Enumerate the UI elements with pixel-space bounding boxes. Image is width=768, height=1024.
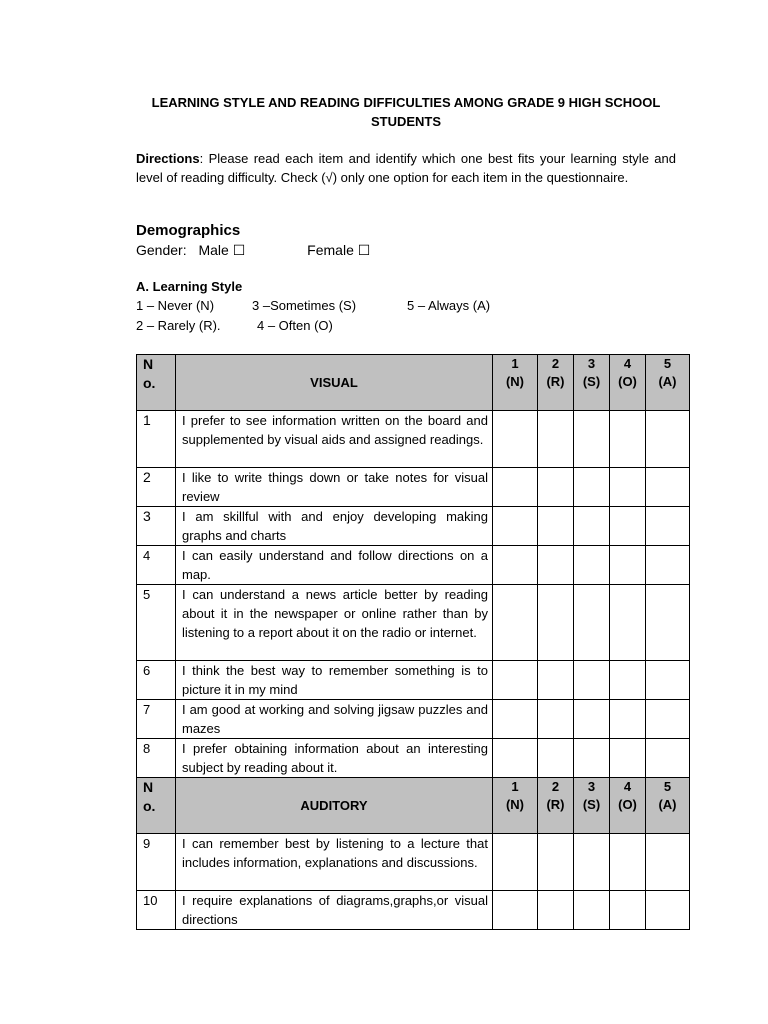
rating-checkbox-cell[interactable] bbox=[646, 891, 690, 930]
scale-header-code: (S) bbox=[582, 374, 601, 389]
item-statement: I can understand a news article better by reading about it in the newspaper or online rather than by listening to a report about it on the radio or internet. bbox=[176, 585, 493, 661]
item-number: 8 bbox=[137, 739, 176, 778]
table-row bbox=[137, 891, 690, 930]
directions-paragraph bbox=[136, 149, 676, 187]
gender-row bbox=[136, 242, 370, 259]
item-number: 10 bbox=[137, 891, 176, 930]
item-number: 9 bbox=[137, 834, 176, 891]
scale-header-code: (N) bbox=[505, 797, 525, 812]
scale-column-header bbox=[646, 355, 690, 411]
rating-checkbox-cell[interactable] bbox=[493, 585, 538, 661]
rating-checkbox-cell[interactable] bbox=[646, 468, 690, 507]
rating-checkbox-cell[interactable] bbox=[646, 507, 690, 546]
item-statement: I am good at working and solving jigsaw puzzles and mazes bbox=[176, 700, 493, 739]
category-header: VISUAL bbox=[176, 355, 493, 411]
item-statement: I like to write things down or take notes for visual review bbox=[176, 468, 493, 507]
rating-checkbox-cell[interactable] bbox=[574, 700, 610, 739]
rating-checkbox-cell[interactable] bbox=[493, 468, 538, 507]
item-statement: I require explanations of diagrams,graphs,or visual directions bbox=[176, 891, 493, 930]
scale-often: 4 – Often (O) bbox=[257, 318, 333, 333]
rating-checkbox-cell[interactable] bbox=[610, 661, 646, 700]
rating-checkbox-cell[interactable] bbox=[646, 585, 690, 661]
item-statement: I prefer obtaining information about an interesting subject by reading about it. bbox=[176, 739, 493, 778]
scale-header-number: 1 bbox=[511, 779, 519, 794]
table-row bbox=[137, 834, 690, 891]
rating-checkbox-cell[interactable] bbox=[574, 834, 610, 891]
scale-header-number: 5 bbox=[663, 356, 672, 371]
scale-header-number: 3 bbox=[587, 356, 596, 371]
rating-checkbox-cell[interactable] bbox=[646, 700, 690, 739]
document-title: LEARNING STYLE AND READING DIFFICULTIES AMONG GRADE 9 HIGH SCHOOL STUDENTS bbox=[151, 95, 661, 129]
learning-style-heading: A. Learning Style bbox=[136, 279, 243, 294]
female-checkbox-option[interactable]: Female ☐ bbox=[307, 242, 371, 258]
scale-header-code: (N) bbox=[505, 374, 525, 389]
scale-header-number: 5 bbox=[663, 779, 672, 794]
table-header-row bbox=[137, 355, 690, 411]
scale-column-header bbox=[574, 778, 610, 834]
scale-column-header bbox=[610, 355, 646, 411]
rating-checkbox-cell[interactable] bbox=[610, 468, 646, 507]
rating-checkbox-cell[interactable] bbox=[574, 661, 610, 700]
rating-checkbox-cell[interactable] bbox=[646, 834, 690, 891]
directions-text: : Please read each item and identify which one best fits your learning style and level of reading difficulty. Check (√) only one option for each item in the questionnaire. bbox=[136, 151, 676, 185]
rating-checkbox-cell[interactable] bbox=[574, 739, 610, 778]
rating-checkbox-cell[interactable] bbox=[574, 546, 610, 585]
rating-checkbox-cell[interactable] bbox=[538, 739, 574, 778]
item-statement: I think the best way to remember something is to picture it in my mind bbox=[176, 661, 493, 700]
scale-rarely: 2 – Rarely (R). bbox=[136, 318, 221, 333]
rating-checkbox-cell[interactable] bbox=[538, 468, 574, 507]
learning-style-table bbox=[136, 354, 690, 930]
rating-checkbox-cell[interactable] bbox=[610, 507, 646, 546]
gender-label: Gender: bbox=[136, 242, 187, 258]
item-number: 2 bbox=[137, 468, 176, 507]
scale-header-code: (A) bbox=[658, 374, 677, 389]
rating-checkbox-cell[interactable] bbox=[538, 661, 574, 700]
rating-checkbox-cell[interactable] bbox=[610, 585, 646, 661]
scale-column-header bbox=[646, 778, 690, 834]
rating-checkbox-cell[interactable] bbox=[610, 891, 646, 930]
rating-checkbox-cell[interactable] bbox=[574, 468, 610, 507]
item-statement: I can remember best by listening to a lecture that includes information, explanations and discussions. bbox=[176, 834, 493, 891]
rating-checkbox-cell[interactable] bbox=[493, 891, 538, 930]
scale-header-code: (S) bbox=[582, 797, 601, 812]
scale-sometimes: 3 –Sometimes (S) bbox=[252, 298, 357, 313]
item-number: 3 bbox=[137, 507, 176, 546]
rating-checkbox-cell[interactable] bbox=[646, 411, 690, 468]
scale-column-header bbox=[493, 355, 538, 411]
rating-checkbox-cell[interactable] bbox=[538, 546, 574, 585]
scale-header-number: 1 bbox=[511, 356, 519, 371]
scale-header-number: 3 bbox=[587, 779, 596, 794]
rating-checkbox-cell[interactable] bbox=[493, 546, 538, 585]
scale-header-number: 2 bbox=[551, 356, 560, 371]
rating-checkbox-cell[interactable] bbox=[538, 411, 574, 468]
scale-header-number: 2 bbox=[551, 779, 560, 794]
item-number: 6 bbox=[137, 661, 176, 700]
item-statement: I prefer to see information written on the board and supplemented by visual aids and assigned readings. bbox=[176, 411, 493, 468]
table-row bbox=[137, 585, 690, 661]
rating-checkbox-cell[interactable] bbox=[493, 411, 538, 468]
item-number: 7 bbox=[137, 700, 176, 739]
directions-label: Directions bbox=[136, 151, 200, 166]
rating-checkbox-cell[interactable] bbox=[493, 507, 538, 546]
scale-column-header bbox=[538, 355, 574, 411]
rating-checkbox-cell[interactable] bbox=[538, 507, 574, 546]
rating-checkbox-cell[interactable] bbox=[538, 585, 574, 661]
table-header-row bbox=[137, 778, 690, 834]
table-row bbox=[137, 546, 690, 585]
item-statement: I can easily understand and follow directions on a map. bbox=[176, 546, 493, 585]
scale-header-code: (A) bbox=[658, 797, 677, 812]
scale-column-header bbox=[538, 778, 574, 834]
scale-header-code: (O) bbox=[618, 797, 637, 812]
rating-checkbox-cell[interactable] bbox=[538, 834, 574, 891]
rating-checkbox-cell[interactable] bbox=[610, 411, 646, 468]
scale-column-header bbox=[610, 778, 646, 834]
rating-checkbox-cell[interactable] bbox=[493, 700, 538, 739]
table-row bbox=[137, 739, 690, 778]
scale-header-number: 4 bbox=[623, 356, 632, 371]
no-column-header: No. bbox=[137, 355, 176, 411]
rating-checkbox-cell[interactable] bbox=[646, 546, 690, 585]
scale-header-code: (R) bbox=[546, 374, 565, 389]
table-row bbox=[137, 700, 690, 739]
rating-checkbox-cell[interactable] bbox=[610, 700, 646, 739]
table-row bbox=[137, 468, 690, 507]
scale-column-header bbox=[493, 778, 538, 834]
demographics-heading: Demographics bbox=[136, 222, 241, 239]
rating-checkbox-cell[interactable] bbox=[610, 739, 646, 778]
scale-always: 5 – Always (A) bbox=[407, 298, 491, 313]
rating-checkbox-cell[interactable] bbox=[646, 739, 690, 778]
rating-checkbox-cell[interactable] bbox=[493, 661, 538, 700]
scale-header-code: (R) bbox=[546, 797, 565, 812]
scale-header-code: (O) bbox=[618, 374, 637, 389]
no-column-header: No. bbox=[137, 778, 176, 834]
table-row bbox=[137, 507, 690, 546]
item-number: 5 bbox=[137, 585, 176, 661]
scale-header-number: 4 bbox=[623, 779, 632, 794]
item-number: 1 bbox=[137, 411, 176, 468]
rating-checkbox-cell[interactable] bbox=[493, 739, 538, 778]
rating-checkbox-cell[interactable] bbox=[574, 411, 610, 468]
table-row bbox=[137, 661, 690, 700]
rating-checkbox-cell[interactable] bbox=[538, 891, 574, 930]
category-header: AUDITORY bbox=[176, 778, 493, 834]
rating-checkbox-cell[interactable] bbox=[610, 834, 646, 891]
rating-checkbox-cell[interactable] bbox=[574, 585, 610, 661]
table-row bbox=[137, 411, 690, 468]
rating-checkbox-cell[interactable] bbox=[574, 891, 610, 930]
rating-checkbox-cell[interactable] bbox=[538, 700, 574, 739]
rating-checkbox-cell[interactable] bbox=[646, 661, 690, 700]
item-statement: I am skillful with and enjoy developing making graphs and charts bbox=[176, 507, 493, 546]
scale-column-header bbox=[574, 355, 610, 411]
item-number: 4 bbox=[137, 546, 176, 585]
scale-never: 1 – Never (N) bbox=[136, 298, 215, 313]
rating-checkbox-cell[interactable] bbox=[610, 546, 646, 585]
male-checkbox-option[interactable]: Male ☐ bbox=[198, 242, 246, 258]
rating-checkbox-cell[interactable] bbox=[493, 834, 538, 891]
rating-checkbox-cell[interactable] bbox=[574, 507, 610, 546]
